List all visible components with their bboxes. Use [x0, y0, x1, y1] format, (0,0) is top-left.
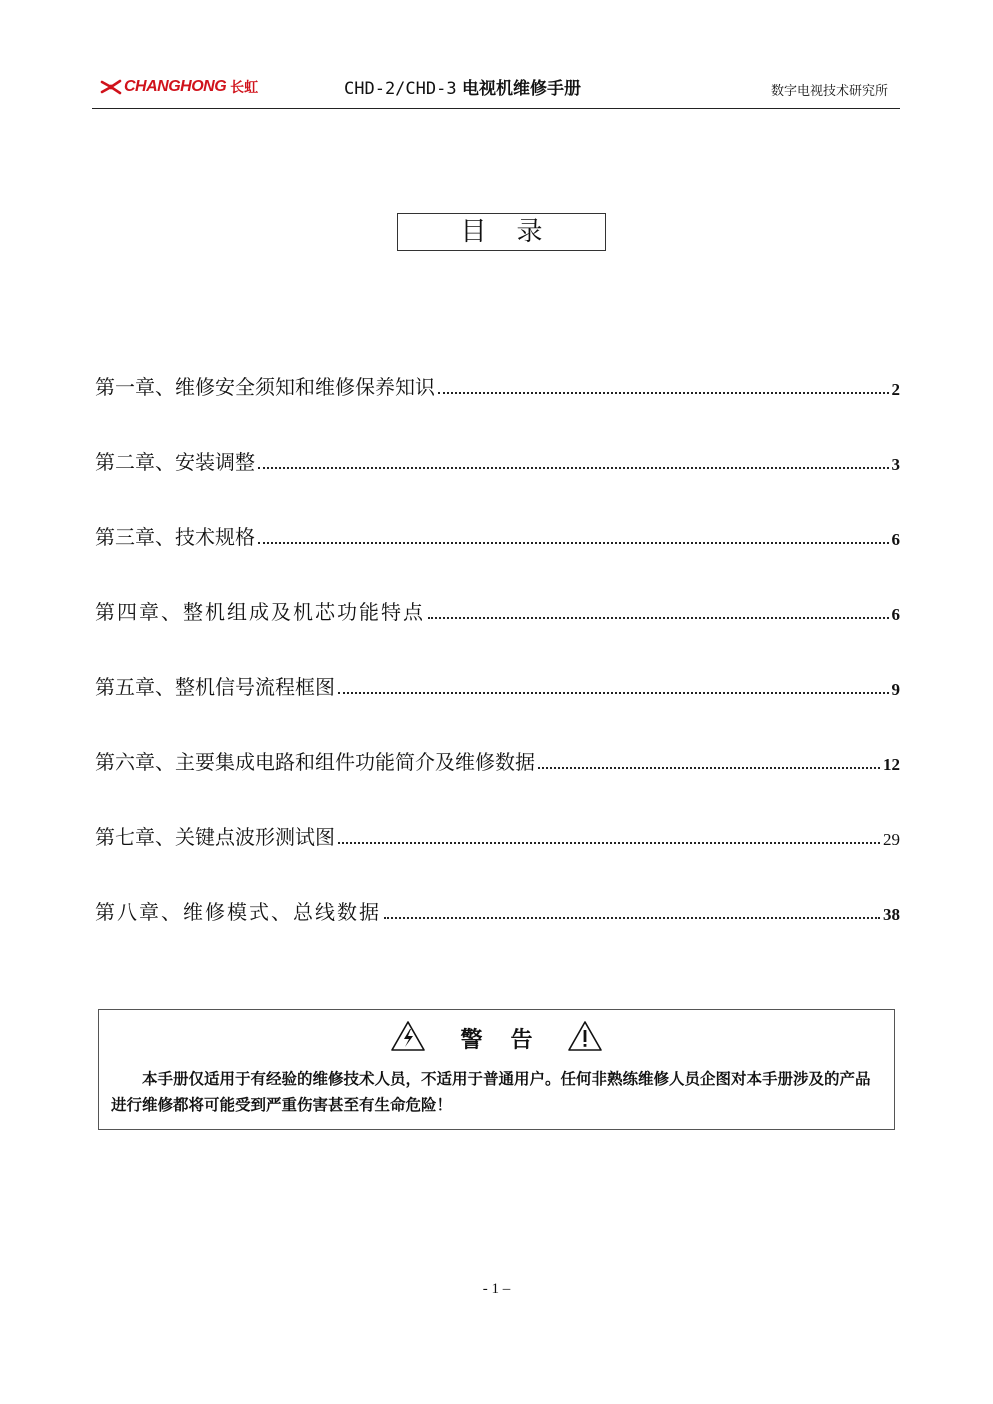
toc-entry[interactable] — [95, 812, 900, 852]
toc-entry[interactable] — [95, 437, 900, 477]
toc-entry-page: 2 — [891, 380, 900, 399]
toc-entry-page: 12 — [883, 755, 900, 774]
toc-entry-page: 6 — [891, 530, 900, 549]
warning-header — [99, 1020, 894, 1056]
caution-triangle-icon — [567, 1020, 603, 1056]
institute-name: 数字电视技术研究所 — [770, 84, 888, 99]
toc-entry-page: 3 — [891, 455, 900, 474]
document-title — [344, 74, 581, 99]
toc-entry[interactable] — [95, 737, 900, 777]
model-code: CHD-2/CHD-3 — [344, 79, 457, 99]
toc-leader-dots — [438, 391, 889, 394]
toc-entry-label: 第八章、维修模式、总线数据 — [95, 900, 381, 924]
toc-entry[interactable] — [95, 587, 900, 627]
toc-entry-page: 9 — [891, 680, 900, 699]
high-voltage-warning-icon — [390, 1020, 426, 1056]
logo-chinese-text: 长虹 — [230, 80, 259, 96]
toc-leader-dots — [338, 841, 880, 844]
toc-leader-dots — [538, 766, 880, 769]
toc-leader-dots — [258, 466, 889, 469]
toc-entry[interactable] — [95, 887, 900, 927]
toc-entry-label: 第二章、安装调整 — [95, 450, 255, 474]
toc-entry-page: 6 — [891, 605, 900, 624]
toc-entry-page: 38 — [883, 905, 900, 924]
toc-entry-page: 29 — [883, 830, 900, 849]
toc-entry-label: 第一章、维修安全须知和维修保养知识 — [95, 375, 435, 399]
warning-title: 警告 — [460, 1027, 561, 1053]
toc-leader-dots — [384, 916, 880, 919]
brand-logo — [100, 77, 258, 97]
toc-leader-dots — [428, 616, 889, 619]
toc-entry-label: 第四章、整机组成及机芯功能特点 — [95, 600, 425, 624]
warning-text: 本手册仅适用于有经验的维修技术人员，不适用于普通用户。任何非熟练维修人员企图对本手册涉及的产品进行维修都将可能受到严重伤害甚至有生命危险！ — [111, 1070, 871, 1114]
page-header — [92, 70, 900, 109]
toc-entry-label: 第五章、整机信号流程框图 — [95, 675, 335, 699]
toc-heading: 目录 — [397, 213, 606, 251]
manual-name: 电视机维修手册 — [462, 79, 581, 99]
logo-text: CHANGHONG — [124, 78, 227, 95]
toc-entry[interactable] — [95, 512, 900, 552]
toc-entry-label: 第七章、关键点波形测试图 — [95, 825, 335, 849]
toc-leader-dots — [338, 691, 889, 694]
toc-entry[interactable] — [95, 662, 900, 702]
toc-entry-label: 第六章、主要集成电路和组件功能简介及维修数据 — [95, 750, 535, 774]
toc-leader-dots — [258, 541, 889, 544]
warning-box — [98, 1009, 895, 1130]
toc-entry-label: 第三章、技术规格 — [95, 525, 255, 549]
toc-entry[interactable] — [95, 362, 900, 402]
changhong-logo-icon — [100, 79, 122, 95]
page-number: - 1 – — [482, 1281, 511, 1297]
